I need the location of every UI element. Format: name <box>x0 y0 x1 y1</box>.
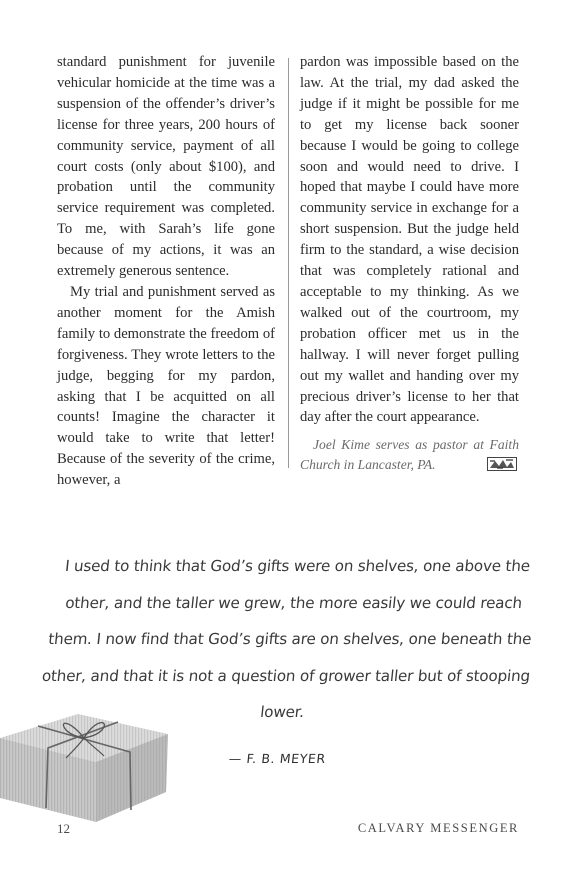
author-note <box>300 435 519 474</box>
quote-text: I used to think that God’s gifts were on shelves, one above the other, and the taller we grew, the more easily we could reach them. I now find that God’s gifts are on shelves, one beneath the other, and that it is not a question of grower taller but of stooping lower. <box>41 557 533 721</box>
author-note-text: Joel Kime serves as pastor at Faith Church in Lancaster, PA. <box>300 437 519 472</box>
publication-title: CALVARY MESSENGER <box>357 821 519 835</box>
article-paragraph: pardon was impossible based on the law. At the trial, my dad asked the judge if it might be possible for me to get my license back sooner because I would be going to college soon and would need to drive. I hoped that maybe I could have more community service in exchange for a short suspension. But the judge held firm to the standard, a wise decision that was completely rational and acceptable to my thinking. As we walked out of the courtroom, my probation officer met us in the hallway. I will never forget pulling out my wallet and handing over my precious driver’s license to her that day after the court appearance. <box>300 54 519 426</box>
end-mark-icon <box>487 457 517 471</box>
article-column-right <box>300 52 519 474</box>
column-divider <box>288 58 289 468</box>
article-column-left <box>57 52 275 491</box>
page-number: 12 <box>57 821 70 836</box>
gift-box-icon <box>0 700 180 825</box>
quote-attribution: — F. B. MEYER <box>228 750 327 766</box>
article-paragraph: standard punishment for juvenile vehicular homicide at the time was a suspension of the offender’s driver’s license for three years, 200 hours of community service, payment of all court costs (only about $100), and probation until the community service requirement was completed. To me, with Sarah’s life gone because of my actions, it was an extremely generous sentence. <box>57 54 275 280</box>
article-paragraph: My trial and punishment served as another moment for the Amish family to demonstrate the freedom of forgiveness. They wrote letters to the judge, begging for my pardon, asking that I be acquitted on all counts! Imagine the character it would take to write that letter! Because of the severity of the crime, however, a <box>57 283 275 489</box>
